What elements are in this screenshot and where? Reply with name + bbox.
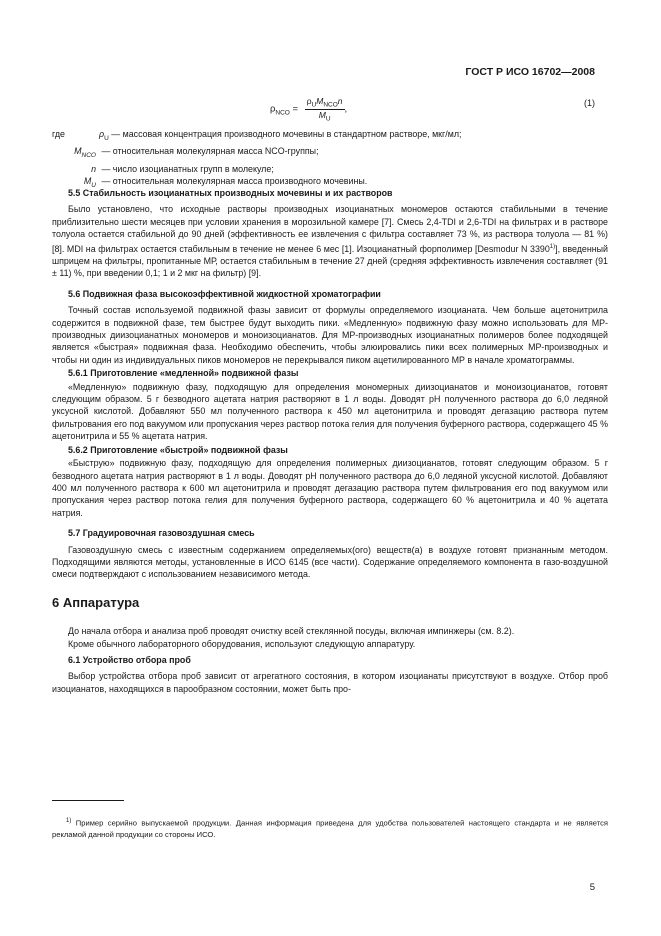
where-lead: где [52, 129, 65, 139]
num-symbol-n: n [337, 96, 343, 106]
formula-equals: = [292, 103, 299, 115]
section-heading-5-5: 5.5 Стабильность изоцианатных производных мочевины и их растворов [68, 188, 393, 198]
main-content [52, 183, 608, 695]
section-heading-5-6: 5.6 Подвижная фаза высокоэффективной жидкостной хроматографии [68, 288, 381, 299]
where-text: — массовая концентрация производного мочевины в стандартном растворе, мкг/мл; [108, 129, 462, 139]
num-sub-u: U [311, 101, 317, 109]
section-heading-5-6-2: 5.6.2 Приготовление «быстрой» подвижной фазы [68, 444, 288, 455]
den-symbol-m: M [318, 109, 326, 120]
num-symbol-m: M [316, 96, 324, 106]
paragraph: Точный состав используемой подвижной фазы зависит от формулы определяемого изоцианата. Чем больше ацетонитрила содержится в подвижной фазе, тем быстрее будут выходить пики. «Медленную» подвижную фазу можно использовать для МР-производных диизоцианатных мономеров и моноизоцианатов. Для МР-производных изоцианатных полимеров более подходящей является «быстрая» подвижная фаза. Необходимо обеспечить, чтобы элюировались пики всех полимерных МР-производных и чтобы ни один из индивидуальных пиков мономеров не перекрывался пиком ацетилированного МР в начале хроматограммы. [52, 305, 608, 365]
paragraph: «Быструю» подвижную фазу, подходящую для определения полимерных диизоцианатов, готовят следующим образом. 5 г безводного ацетата натрия растворяют в 1 л воды. Доводят рН полученного раствора до 6,0 ледяной уксусной кислотой. Добавляют 400 мл полученного раствора к 600 мл ацетонитрила и проводят дегазацию раствора путем фильтрования его под вакуумом или пропускания через раствор потока гелия для получения буферного раствора, содержащего 60 % ацетонитрила и 40 % ацетата натрия. [52, 458, 608, 518]
formula-denominator [305, 110, 345, 123]
footnote-separator [52, 800, 124, 801]
where-subscript: NCO [81, 152, 96, 160]
formula-fraction [305, 96, 345, 122]
paragraph: «Медленную» подвижную фазу, подходящую для определения мономерных диизоцианатов и моноизоцианатов, готовят следующим образом. 5 г безводного ацетата натрия растворяют в 1 л воды. Доводят рН полученного раствора до 6,0 ледяной уксусной кислотой. Добавляют 550 мл полученного раствора к 450 мл ацетонитрила и проводят дегазацию раствора путем фильтрования его под вакуумом или пропускания через раствор потока гелия для получения буферного раствора, содержащего 45 % ацетонитрила и 55 % ацетата натрия. [52, 381, 608, 442]
where-text: — относительная молекулярная масса производного мочевины. [99, 176, 368, 187]
num-sub-nco: NCO [323, 101, 338, 109]
formula-comma: , [344, 103, 348, 115]
section-heading-6-1: 6.1 Устройство отбора проб [68, 654, 191, 665]
paragraph: Выбор устройства отбора проб зависит от агрегатного состояния, в котором изоцианаты присутствуют в воздухе. Отбор проб изоцианатов, находящихся в парообразном состоянии, может быть про- [52, 671, 608, 694]
footnote-ref: 1) [549, 243, 556, 250]
paragraph [52, 203, 608, 279]
paragraph: Газовоздушную смесь с известным содержанием определяемых(ого) веществ(а) в воздухе готовят признанным методом. Подходящими являются методы, установленные в ИСО 6145 (все части). Содержание определяемого компонента в газо-воздушной смеси подтверждают с использованием независимого метода. [52, 544, 608, 580]
paragraph-text: ], введенный шприцем на фильтры, пропитанные МР, остается стабильным в течение 27 дней (средняя эффективность извлечения составляет (91 ± 11) %, при введении 0,1; 1 и 2 мкг на фильтр) [9]. [52, 243, 608, 279]
footnote [52, 816, 608, 840]
document-header-id: ГОСТ Р ИСО 16702—2008 [465, 66, 595, 78]
formula-lhs-symbol: ρ [270, 103, 276, 115]
equation-number: (1) [584, 98, 595, 108]
formula-lhs-subscript: NCO [275, 109, 290, 117]
equation-1 [270, 96, 347, 122]
where-text: — относительная молекулярная масса NCO-группы; [99, 146, 319, 157]
where-subscript: U [104, 134, 109, 142]
den-sub-u: U [325, 115, 331, 123]
where-item [52, 163, 602, 176]
where-text: — число изоцианатных групп в молекуле; [99, 163, 274, 174]
where-symbol: n [91, 163, 96, 174]
where-symbol: M [83, 176, 92, 187]
where-item [52, 145, 602, 162]
paragraph-text: Было установлено, что исходные растворы производных изоцианатных мономеров остаются стабильными в течение приблизительно шести месяцев при условии хранения в морозильной камере [7]. Смесь 2,4-TDI и 2,6-TDI на фильтрах и в растворе толуола остается стабильной до 90 дней (эффективность ее извлечения с фильтра составляет 73 %, из раствора толуола — 81 %) [8]. MDI на фильтрах остается стабильным в течение не менее 6 мес [1]. Изоцианатный форполимер [Desmodur N 3390 [52, 204, 608, 254]
section-heading-5-7: 5.7 Градуировочная газовоздушная смесь [68, 528, 255, 539]
section-heading-6: 6 Аппаратура [52, 594, 140, 610]
paragraph: Кроме обычного лабораторного оборудования, используют следующую аппаратуру. [68, 638, 416, 649]
footnote-text: Пример серийно выпускаемой продукции. Данная информация приведена для удобства пользователей настоящего стандарта и не является рекламой данной продукции со стороны ИСО. [52, 818, 608, 839]
where-symbol: ρ [99, 129, 105, 139]
footnote-mark: 1) [66, 818, 72, 824]
where-symbol: M [74, 146, 82, 157]
paragraph: До начала отбора и анализа проб проводят очистку всей стеклянной посуды, включая импинжеры (см. 8.2). [68, 626, 515, 637]
where-subscript: U [91, 181, 96, 189]
where-item [52, 128, 602, 145]
formula-numerator [305, 96, 345, 110]
section-heading-5-6-1: 5.6.1 Приготовление «медленной» подвижной фазы [68, 368, 299, 379]
page-number: 5 [589, 882, 595, 893]
num-symbol-rho: ρ [306, 96, 312, 106]
